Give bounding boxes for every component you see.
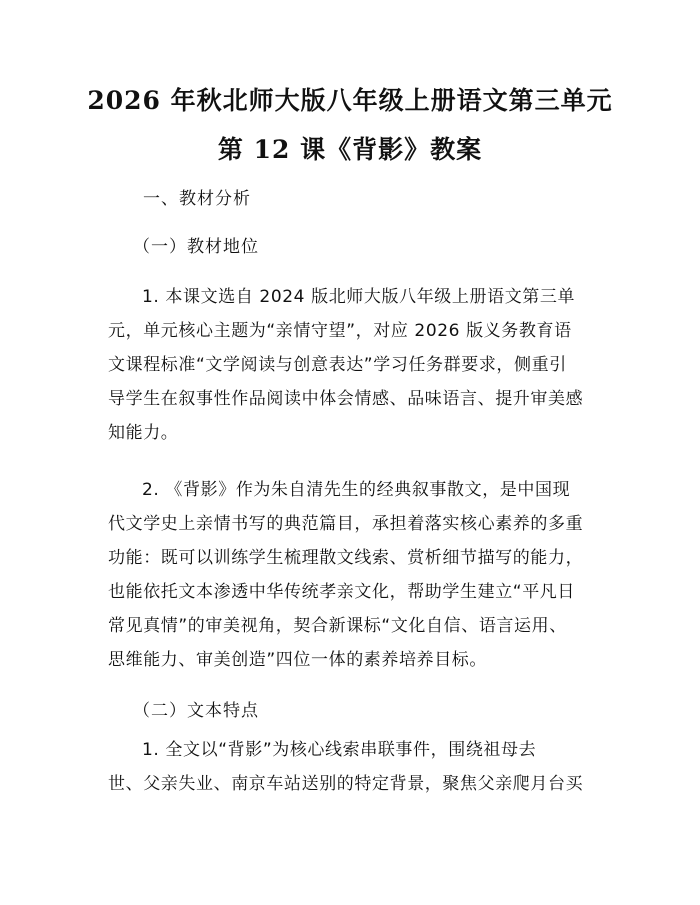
paragraph-2-line: 2. 《背影》作为朱自清先生的经典叙事散文，是中国现 bbox=[142, 480, 571, 500]
paragraph-2-line: 功能：既可以训练学生梳理散文线索、赏析细节描写的能力， bbox=[108, 548, 584, 568]
paragraph-1-line: 导学生在叙事性作品阅读中体会情感、品味语言、提升审美感 bbox=[108, 389, 584, 409]
paragraph-3-line: 1. 全文以“背影”为核心线索串联事件，围绕祖母去 bbox=[142, 740, 537, 760]
paragraph-1-line: 知能力。 bbox=[108, 423, 179, 443]
paragraph-1 bbox=[108, 280, 598, 450]
paragraph-3 bbox=[108, 733, 598, 801]
subsection-heading-textbook-position: （一）教材地位 bbox=[133, 237, 259, 257]
paragraph-2-line: 常见真情”的审美视角，契合新课标“文化自信、语言运用、 bbox=[108, 616, 567, 636]
paragraph-2-line: 代文学史上亲情书写的典范篇目，承担着落实核心素养的多重 bbox=[108, 514, 584, 534]
document-title-line-1: 2026 年秋北师大版八年级上册语文第三单元 bbox=[87, 86, 613, 115]
paragraph-2-line: 思维能力、审美创造”四位一体的素养培养目标。 bbox=[108, 650, 488, 670]
paragraph-3-line: 世、父亲失业、南京车站送别的特定背景，聚焦父亲爬月台买 bbox=[108, 774, 584, 794]
paragraph-1-line: 元，单元核心主题为“亲情守望”，对应 2026 版义务教育语 bbox=[108, 321, 572, 341]
paragraph-1-line: 1. 本课文选自 2024 版北师大版八年级上册语文第三单 bbox=[142, 287, 576, 307]
document-title-line-2: 第 12 课《背影》教案 bbox=[217, 135, 483, 164]
paragraph-2-line: 也能依托文本渗透中华传统孝亲文化，帮助学生建立“平凡日 bbox=[108, 582, 576, 602]
paragraph-1-line: 文课程标准“文学阅读与创意表达”学习任务群要求，侧重引 bbox=[108, 355, 567, 375]
paragraph-2 bbox=[108, 473, 598, 677]
section-heading-textbook-analysis: 一、教材分析 bbox=[143, 189, 251, 209]
subsection-heading-text-features: （二）文本特点 bbox=[133, 701, 259, 721]
